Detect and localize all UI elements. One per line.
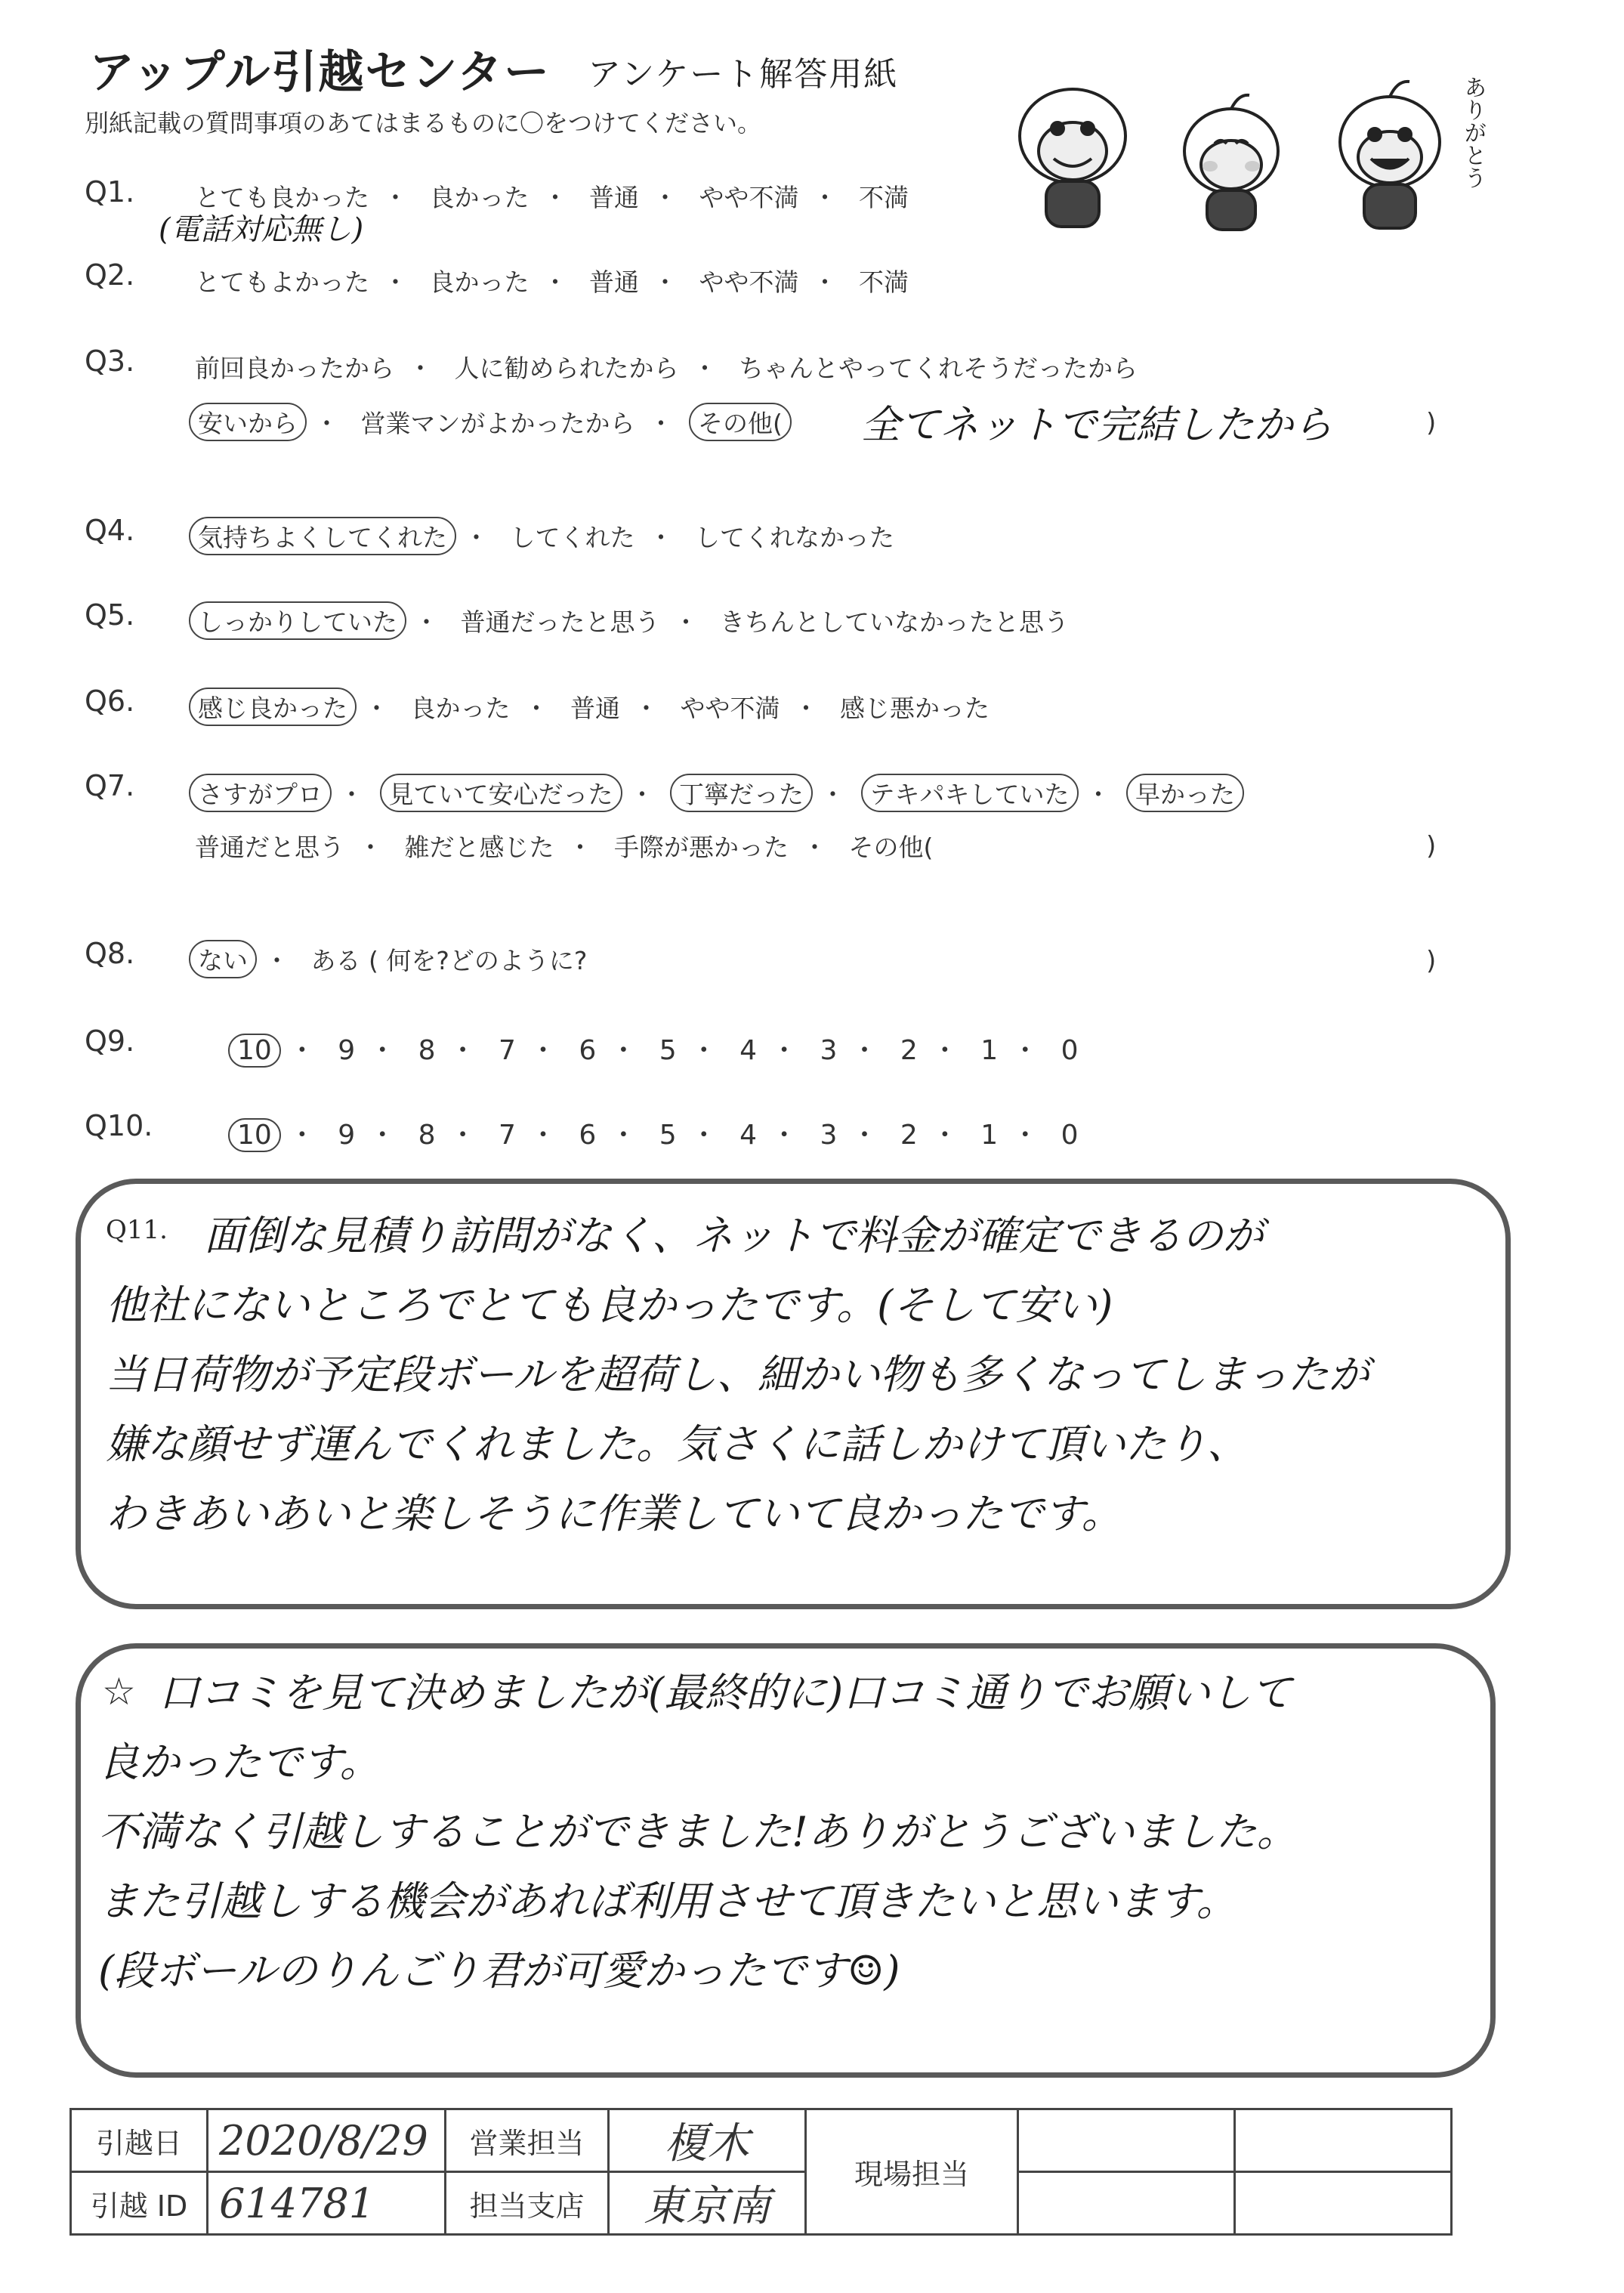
q9-score[interactable]: 8	[418, 1035, 436, 1066]
q5-options: しっかりしていた ・ 普通だったと思う ・ きちんとしていなかったと思う	[195, 603, 1069, 638]
q9-score[interactable]: 0	[1061, 1035, 1079, 1066]
q9-score-circled[interactable]: 10	[228, 1034, 281, 1068]
form-title: アップル引越センター	[89, 46, 551, 99]
q10-score[interactable]: 8	[418, 1120, 436, 1151]
q2-option[interactable]: とてもよかった	[195, 267, 369, 297]
q3-option[interactable]: 人に勧められたから	[454, 354, 679, 383]
site-staff-cell[interactable]	[1018, 2172, 1235, 2235]
q7-option-circled[interactable]: 早かった	[1126, 774, 1244, 812]
monkey-icon	[1340, 82, 1440, 228]
move-id-label: 引越 ID	[71, 2172, 208, 2235]
q10-score[interactable]: 2	[900, 1120, 918, 1151]
monkey-icon	[1020, 89, 1125, 227]
q11-line: 嫌な顔せず運んでくれました。気さくに話しかけて頂いたり、	[106, 1420, 1248, 1468]
q10-score[interactable]: 3	[820, 1120, 838, 1151]
q10-score[interactable]: 0	[1061, 1120, 1079, 1151]
q7-option[interactable]: 雑だと感じた	[404, 833, 554, 862]
q1-options: とても良かった ・ 良かった ・ 普通 ・ やや不満 ・ 不満	[195, 183, 909, 212]
thanks-text: ありがとう	[1459, 76, 1487, 189]
q9-scale: 10 ・ 9 ・ 8 ・ 7 ・ 6 ・ 5 ・ 4 ・ 3 ・ 2 ・ 1 ・ 0	[234, 1029, 1079, 1068]
q2-option[interactable]: 普通	[589, 267, 639, 297]
q5-option-circled[interactable]: しっかりしていた	[189, 601, 406, 640]
q7-label: Q7.	[85, 769, 135, 802]
branch-label: 担当支店	[446, 2172, 609, 2235]
q6-option[interactable]: やや不満	[680, 694, 780, 723]
q10-score[interactable]: 7	[499, 1120, 516, 1151]
q1-handwritten-note: (電話対応無し)	[159, 212, 364, 247]
star-icon: ☆	[102, 1670, 136, 1714]
q7-option-circled[interactable]: 丁寧だった	[670, 774, 813, 812]
q2-option[interactable]: やや不満	[699, 267, 799, 297]
q5-option[interactable]: 普通だったと思う	[460, 607, 660, 637]
comment-line: (段ボールのりんごり君が可愛かったです☺)	[98, 1947, 900, 1995]
q3-options-line1: 前回良かったから ・ 人に勧められたから ・ ちゃんとやってくれそうだったから	[195, 354, 1138, 383]
comment-line: 口コミを見て決めましたが(最終的に)口コミ通りでお願いして	[159, 1669, 1292, 1717]
form-subtitle: アンケート解答用紙	[588, 55, 899, 94]
q3-other-answer: 全てネットで完結したから	[861, 403, 1333, 448]
q6-options: 感じ良かった ・ 良かった ・ 普通 ・ やや不満 ・ 感じ悪かった	[195, 689, 990, 725]
q3-options-line2: 安いから ・ 営業マンがよかったから ・ その他(	[195, 404, 786, 440]
q6-option[interactable]: 良かった	[410, 694, 511, 723]
q9-score[interactable]: 5	[659, 1035, 677, 1066]
q3-option[interactable]: 営業マンがよかったから	[360, 409, 635, 438]
instruction-text: 別紙記載の質問事項のあてはまるものに〇をつけてください。	[85, 109, 762, 138]
q6-option[interactable]: 普通	[570, 694, 620, 723]
q2-option[interactable]: 良かった	[429, 267, 529, 297]
q10-score[interactable]: 6	[579, 1120, 597, 1151]
q7-option[interactable]: 普通だと思う	[195, 833, 344, 862]
q9-score[interactable]: 2	[900, 1035, 918, 1066]
q7-option-circled[interactable]: 見ていて安心だった	[380, 774, 622, 812]
q7-option-circled[interactable]: さすがプロ	[189, 774, 332, 812]
q4-option[interactable]: してくれた	[510, 523, 635, 552]
comment-line: 良かったです。	[98, 1738, 381, 1786]
sales-value[interactable]: 榎木	[609, 2109, 806, 2172]
q8-option-circled[interactable]: ない	[189, 940, 257, 978]
q3-option[interactable]: 前回良かったから	[195, 354, 394, 383]
q1-option[interactable]: やや不満	[699, 183, 799, 212]
q8-options: ない ・ ある ( 何を?どのように?	[195, 941, 587, 977]
q5-option[interactable]: きちんとしていなかったと思う	[720, 607, 1069, 637]
q7-option[interactable]: その他(	[848, 833, 934, 862]
q11-label: Q11.	[106, 1215, 168, 1245]
q7-close-paren: )	[1426, 831, 1437, 861]
q11-line: わきあいあいと楽しそうに作業していて良かったです。	[106, 1490, 1122, 1537]
q2-option[interactable]: 不満	[859, 267, 909, 297]
move-id-value[interactable]: 614781	[208, 2172, 446, 2235]
q8-option[interactable]: ある ( 何を?どのように?	[310, 946, 588, 975]
q9-score[interactable]: 3	[820, 1035, 838, 1066]
q4-label: Q4.	[85, 514, 135, 547]
q3-option-circled[interactable]: 安いから	[189, 403, 307, 441]
q1-option[interactable]: 良かった	[429, 183, 529, 212]
comment-line: 不満なく引越しすることができました!ありがとうございました。	[98, 1808, 1298, 1856]
q11-line: 当日荷物が予定段ボールを超荷し、細かい物も多くなってしまったが	[106, 1351, 1369, 1398]
move-date-label: 引越日	[71, 2109, 208, 2172]
site-staff-cell[interactable]	[1235, 2109, 1452, 2172]
q4-option-circled[interactable]: 気持ちよくしてくれた	[189, 517, 456, 555]
q10-scale: 10 ・ 9 ・ 8 ・ 7 ・ 6 ・ 5 ・ 4 ・ 3 ・ 2 ・ 1 ・ 0	[234, 1114, 1079, 1152]
q3-close-paren: )	[1426, 408, 1437, 438]
q9-score[interactable]: 4	[739, 1035, 758, 1066]
q9-label: Q9.	[85, 1024, 135, 1058]
q10-score[interactable]: 5	[659, 1120, 677, 1151]
q6-option-circled[interactable]: 感じ良かった	[189, 688, 357, 726]
q9-score[interactable]: 9	[338, 1035, 356, 1066]
site-staff-cell[interactable]	[1018, 2109, 1235, 2172]
q1-option[interactable]: 普通	[589, 183, 639, 212]
move-date-value[interactable]: 2020/8/29	[208, 2109, 446, 2172]
q7-option-circled[interactable]: テキパキしていた	[861, 774, 1079, 812]
branch-value[interactable]: 東京南	[609, 2172, 806, 2235]
q7-options-line2: 普通だと思う ・ 雑だと感じた ・ 手際が悪かった ・ その他(	[195, 833, 934, 862]
site-staff-cell[interactable]	[1235, 2172, 1452, 2235]
q6-option[interactable]: 感じ悪かった	[840, 694, 990, 723]
sales-label: 営業担当	[446, 2109, 609, 2172]
q1-option[interactable]: とても良かった	[195, 183, 369, 212]
q8-close-paren: )	[1426, 946, 1437, 976]
q11-line: 面倒な見積り訪問がなく、ネットで料金が確定できるのが	[204, 1212, 1264, 1259]
q9-score[interactable]: 6	[579, 1035, 597, 1066]
q9-score[interactable]: 1	[980, 1035, 999, 1066]
q11-line: 他社にないところでとても良かったです。(そして安い)	[106, 1281, 1113, 1329]
q10-score[interactable]: 4	[739, 1120, 758, 1151]
q7-option[interactable]: 手際が悪かった	[614, 833, 789, 862]
q3-option-other-circled[interactable]: その他(	[689, 403, 792, 441]
q9-score[interactable]: 7	[499, 1035, 516, 1066]
q2-label: Q2.	[85, 258, 135, 292]
monkey-icon	[1184, 95, 1278, 230]
q2-options: とてもよかった ・ 良かった ・ 普通 ・ やや不満 ・ 不満	[195, 267, 909, 297]
move-info-table	[69, 2108, 1453, 2236]
q7-options-line1: さすがプロ ・ 見ていて安心だった ・ 丁寧だった ・ テキパキしていた ・ 早かった	[195, 775, 1238, 811]
q4-options: 気持ちよくしてくれた ・ してくれた ・ してくれなかった	[195, 518, 894, 554]
site-staff-label: 現場担当	[806, 2109, 1018, 2235]
q1-option[interactable]: 不満	[859, 183, 909, 212]
q4-option[interactable]: してくれなかった	[695, 523, 894, 552]
q3-option[interactable]: ちゃんとやってくれそうだったから	[739, 354, 1138, 383]
q10-score-circled[interactable]: 10	[228, 1118, 281, 1152]
q10-score[interactable]: 1	[980, 1120, 999, 1151]
q1-label: Q1.	[85, 175, 135, 209]
comment-line: また引越しする機会があれば利用させて頂きたいと思います。	[98, 1877, 1237, 1925]
q10-label: Q10.	[85, 1109, 153, 1142]
q5-label: Q5.	[85, 598, 135, 632]
mascot-monkeys-illustration	[1005, 45, 1503, 242]
q6-label: Q6.	[85, 685, 135, 718]
q8-label: Q8.	[85, 937, 135, 970]
q10-score[interactable]: 9	[338, 1120, 356, 1151]
q3-label: Q3.	[85, 345, 135, 378]
